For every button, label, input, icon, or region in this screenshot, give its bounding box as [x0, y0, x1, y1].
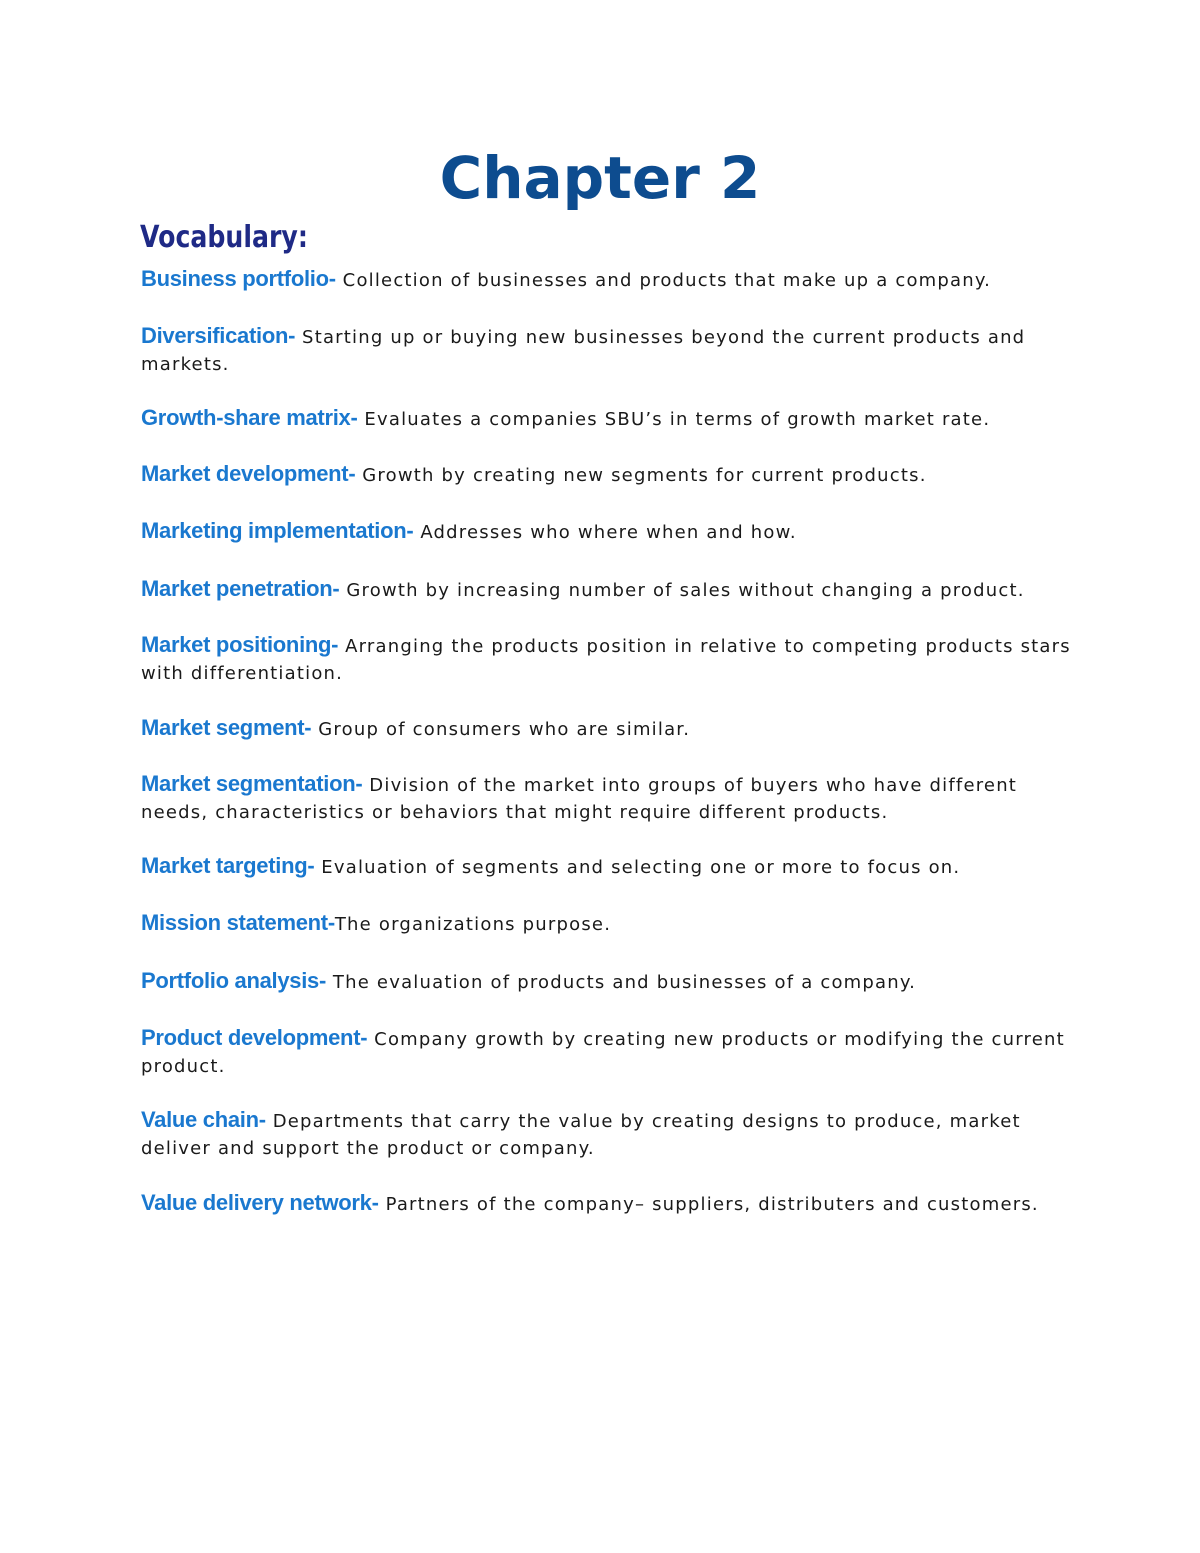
- vocabulary-term: Value chain-: [141, 1107, 266, 1132]
- vocabulary-term: Market penetration-: [141, 576, 340, 601]
- vocabulary-definition: Evaluation of segments and selecting one or more to focus on.: [314, 857, 961, 878]
- vocabulary-definition: Company growth by creating new products or modifying the current product.: [141, 1029, 1065, 1077]
- vocabulary-entry: [141, 714, 1071, 743]
- vocabulary-entry: [141, 322, 1071, 378]
- vocabulary-entry: [141, 1024, 1071, 1080]
- vocabulary-definition: Growth by increasing number of sales without changing a product.: [339, 580, 1025, 601]
- vocabulary-term: Market segmentation-: [141, 771, 363, 796]
- vocabulary-definition: Group of consumers who are similar.: [311, 719, 691, 740]
- vocabulary-definition: Departments that carry the value by creating designs to produce, market deliver and support the product or company.: [141, 1111, 1021, 1159]
- vocabulary-entry: [141, 631, 1071, 687]
- vocabulary-entry: [141, 770, 1071, 826]
- vocabulary-definition: Arranging the products position in relative to competing products stars with differentiation.: [141, 636, 1071, 684]
- vocabulary-term: Portfolio analysis-: [141, 968, 327, 993]
- vocabulary-entry: [141, 460, 1071, 489]
- vocabulary-term: Mission statement-: [141, 910, 335, 935]
- vocabulary-definition: Starting up or buying new businesses beyond the current products and markets.: [141, 327, 1026, 375]
- vocabulary-term: Growth-share matrix-: [141, 405, 358, 430]
- vocabulary-definition: Addresses who where when and how.: [413, 522, 797, 543]
- vocabulary-entry: [141, 1189, 1071, 1218]
- vocabulary-definition: Growth by creating new segments for current products.: [355, 465, 927, 486]
- vocabulary-definition: The evaluation of products and businesses of a company.: [326, 972, 917, 993]
- vocabulary-definition: Partners of the company– suppliers, distributers and customers.: [378, 1194, 1039, 1215]
- vocabulary-term: Value delivery network-: [141, 1190, 379, 1215]
- section-heading: Vocabulary:: [140, 220, 308, 255]
- vocabulary-term: Diversification-: [141, 323, 296, 348]
- vocabulary-entry: [141, 967, 1071, 996]
- vocabulary-definition: Collection of businesses and products that make up a company.: [335, 270, 992, 291]
- vocabulary-entry: [141, 575, 1071, 604]
- vocabulary-term: Marketing implementation-: [141, 518, 414, 543]
- vocabulary-entry: [141, 852, 1071, 881]
- vocabulary-entry: [141, 517, 1071, 546]
- vocabulary-entry: [141, 1106, 1071, 1162]
- vocabulary-term: Market targeting-: [141, 853, 315, 878]
- vocabulary-definition: The organizations purpose.: [334, 914, 612, 935]
- vocabulary-definition: Evaluates a companies SBU’s in terms of growth market rate.: [357, 409, 991, 430]
- vocabulary-definition: Division of the market into groups of buyers who have different needs, characteristics or behaviors that might require different products.: [141, 775, 1018, 823]
- vocabulary-entry: [141, 909, 1071, 938]
- vocabulary-entry: [141, 265, 1071, 294]
- vocabulary-term: Market development-: [141, 461, 356, 486]
- vocabulary-term: Market positioning-: [141, 632, 339, 657]
- vocabulary-entry: [141, 404, 1071, 433]
- vocabulary-term: Business portfolio-: [141, 266, 336, 291]
- vocabulary-term: Product development-: [141, 1025, 368, 1050]
- vocabulary-term: Market segment-: [141, 715, 312, 740]
- page-title: Chapter 2: [439, 144, 761, 212]
